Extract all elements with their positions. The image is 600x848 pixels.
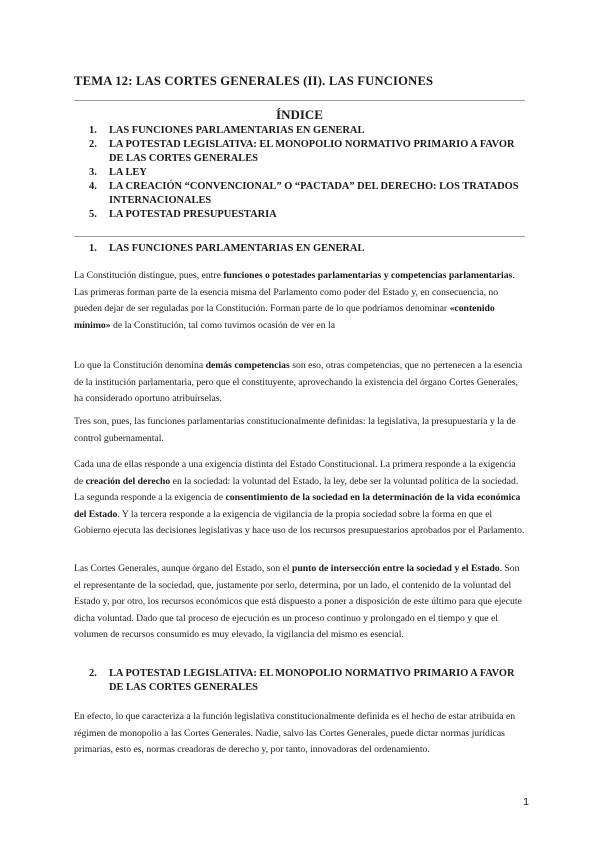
page-number: 1 [523, 796, 529, 808]
document-title: TEMA 12: LAS CORTES GENERALES (II). LAS FUNCIONES [74, 74, 434, 88]
index-item-number: 1. [89, 125, 97, 136]
section-number: 2. [89, 668, 97, 679]
index-item-number: 4. [89, 181, 97, 192]
text-run: La Constitución distingue, pues, entre [74, 270, 224, 281]
section-title: LA POTESTAD LEGISLATIVA: EL MONOPOLIO NORMATIVO PRIMARIO A FAVOR DE LAS CORTES GENERALES [109, 668, 515, 693]
text-run: en la sociedad: la voluntad del Estado, la ley, debe ser la voluntad política de la sociedad. La segunda responde a la exigencia de [74, 475, 519, 503]
index-item-label: LA CREACIÓN “CONVENCIONAL” O “PACTADA” DEL DERECHO: LOS TRATADOS INTERNACIONALES [109, 181, 519, 206]
bold-term: funciones o potestades parlamentarias y competencias parlamentarias [223, 270, 513, 281]
text-run: Las Cortes Generales, aunque órgano del Estado, son el [74, 563, 292, 574]
section-1-paragraph-3: Tres son, pues, las funciones parlamentarias constitucionalmente definidas: la legislativa, la presupuestaria y la de control gubernamental. [74, 416, 516, 444]
text-run: Cada una de ellas responde a una exigencia distinta del Estado Constitucional. La primera responde a la exigencia de [74, 459, 516, 487]
index-item [74, 180, 525, 208]
index-list [74, 124, 525, 222]
section-number: 1. [89, 243, 97, 254]
section-1-paragraph-1 [74, 268, 525, 334]
index-item-label: LA POTESTAD LEGISLATIVA: EL MONOPOLIO NORMATIVO PRIMARIO A FAVOR DE LAS CORTES GENERALES [109, 139, 515, 164]
bold-term: demás competencias [205, 360, 290, 371]
text-run: son eso, otras competencias, que no pertenecen a la esencia de la institución parlamentaria, pero que el constituyente, aprovechando la existencia del órgano Cortes Generales, ha considerado oportuno atribuírselas. [74, 360, 523, 404]
index-item-label: LA LEY [109, 167, 147, 178]
index-item-number: 2. [89, 139, 97, 150]
index-divider [74, 236, 525, 237]
index-item [74, 208, 525, 222]
title-divider [74, 100, 525, 101]
index-item [74, 124, 525, 138]
section-1-paragraph-2 [74, 358, 525, 408]
index-item-number: 5. [89, 209, 97, 220]
bold-term: creación del derecho [85, 475, 171, 487]
section-2-heading [74, 667, 525, 695]
section-1-paragraph-4 [74, 457, 525, 540]
section-2-paragraph-1: En efecto, lo que caracteriza a la función legislativa constitucionalmente definida es el hecho de estar atribuida en régimen de monopolio a las Cortes Generales. Nadie, salvo las Cortes Generales, puede dictar normas jurídicas primarias, esto es, normas creadoras de derecho y, por tanto, innovadoras del ordenamiento. [74, 711, 516, 755]
text-run: . Las primeras forman parte de la esencia misma del Parlamento como poder del Estado y, en consecuencia, no pueden dejar de ser reguladas por la Constitución. Forman parte de lo que podríamos denominar [74, 270, 515, 314]
text-run: . Son el representante de la sociedad, que, justamente por serlo, determina, por un lado, el contenido de la voluntad del Estado y, por otro, los recursos económicos que está dispuesto a poner a disposición de este último para que ejecute dicha voluntad. Dado que tal proceso de ejecución es un proceso continuo y prolongado en el tiempo y que el volumen de recursos consumido es muy elevado, la vigilancia del mismo es esencial. [74, 563, 522, 640]
text-run: . Y la tercera responde a la exigencia de vigilancia de la propia sociedad sobre la forma en que el Gobierno ejecuta las decisiones legislativas y hace uso de los recursos presupuestarios aprobados por el Parlamento. [74, 508, 525, 536]
index-item-label: LAS FUNCIONES PARLAMENTARIAS EN GENERAL [109, 125, 365, 136]
section-1-heading [74, 242, 525, 256]
index-item-label: LA POTESTAD PRESUPUESTARIA [109, 209, 277, 220]
index-heading: ÍNDICE [276, 107, 323, 122]
section-1-paragraph-5 [74, 561, 525, 644]
bold-term: punto de intersección entre la sociedad y el Estado [292, 563, 500, 574]
text-run: de la Constitución, tal como tuvimos ocasión de ver en la [110, 319, 335, 331]
bold-term: consentimiento de la sociedad en la determinación de la vida económica del Estado [74, 492, 521, 520]
text-run: Lo que la Constitución denomina [74, 360, 206, 371]
bold-term: «contenido mínimo» [74, 303, 495, 331]
index-item-number: 3. [89, 167, 97, 178]
index-item [74, 138, 525, 166]
index-item [74, 166, 525, 180]
section-title: LAS FUNCIONES PARLAMENTARIAS EN GENERAL [109, 243, 365, 254]
